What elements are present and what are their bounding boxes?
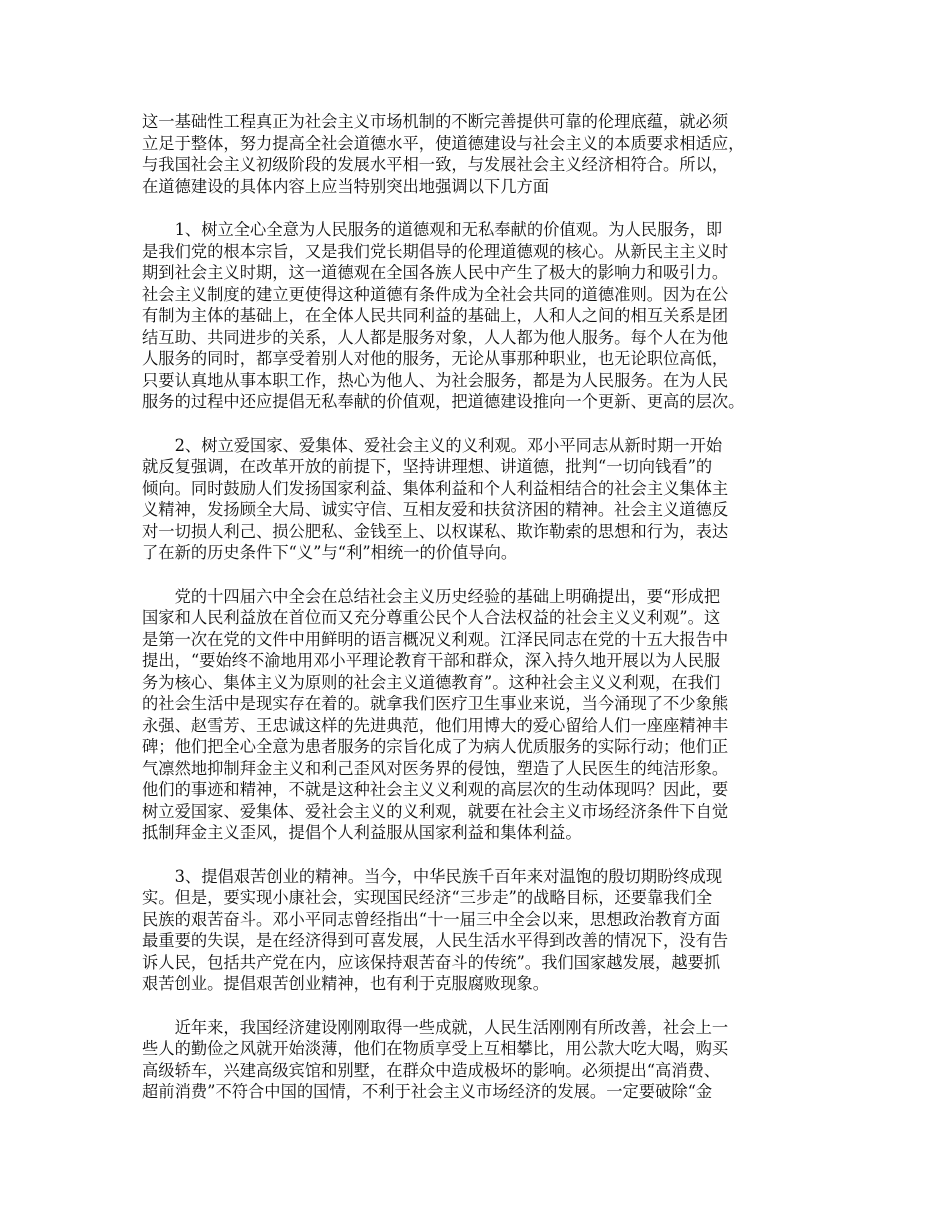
text-line: 服务的过程中还应提倡无私奉献的价值观，把道德建设推向一个更新、更高的层次。 [142, 392, 745, 411]
text-line: 有制为主体的基础上，在全体人民共同利益的基础上，人和人之间的相互关系是团 [142, 306, 729, 325]
text-line: 与我国社会主义初级阶段的发展水平相一致，与发展社会主义经济相符合。所以， [142, 155, 729, 174]
text-line: 些人的勤俭之风就开始淡薄，他们在物质享受上互相攀比，用公款大吃大喝，购买 [142, 1039, 729, 1058]
text-line: 立足于整体，努力提高全社会道德水平，使道德建设与社会主义的本质要求相适应， [142, 133, 745, 153]
text-line: 是第一次在党的文件中用鲜明的语言概况义利观。江泽民同志在党的十五大报告中 [142, 629, 729, 649]
paragraph-point-2 [142, 435, 802, 564]
paragraph-intro [142, 111, 802, 197]
text-line: 务为核心、集体主义为原则的社会主义道德教育”。这种社会主义义利观，在我们 [142, 672, 721, 692]
text-line: 最重要的失误，是在经济得到可喜发展，人民生活水平得到改善的情况下，没有告 [142, 931, 729, 950]
text-line: 倾向。同时鼓励人们发扬国家利益、集体利益和个人利益相结合的社会主义集体主 [142, 478, 729, 498]
text-line: 永强、赵雪芳、王忠诚这样的先进典范，他们用博大的爱心留给人们一座座精神丰 [142, 715, 729, 735]
text-line: 国家和人民利益放在首位而又充分尊重公民个人合法权益的社会主义义利观”。这 [142, 608, 721, 627]
text-line: 民族的艰苦奋斗。邓小平同志曾经指出“十一届三中全会以来，思想政治教育方面 [142, 909, 721, 929]
text-line: 的社会生活中是现实存在着的。就拿我们医疗卫生事业来说，当今涌现了不少象熊 [142, 694, 729, 713]
text-line: 提出，“要始终不渝地用邓小平理论教育干部和群众，深入持久地开展以为人民服 [142, 651, 721, 670]
document-body [142, 111, 802, 1125]
text-line: 实。但是，要实现小康社会，实现国民经济“三步走”的战略目标，还要靠我们全 [142, 888, 713, 907]
text-line: 这一基础性工程真正为社会主义市场机制的不断完善提供可靠的伦理底蕴，就必须 [142, 112, 729, 131]
text-line: 社会主义制度的建立更使得这种道德有条件成为全社会共同的道德准则。因为在公 [142, 284, 729, 304]
text-line: 碑；他们把全心全意为患者服务的宗旨化成了为病人优质服务的实际行动；他们正 [142, 737, 729, 756]
text-line: 人服务的同时，都享受着别人对他的服务，无论从事那种职业，也无论职位高低， [142, 349, 729, 368]
text-line: 期到社会主义时期，这一道德观在全国各族人民中产生了极大的影响力和吸引力。 [142, 263, 729, 282]
paragraph-recent-years [142, 1017, 802, 1103]
text-line: 高级轿车，兴建高级宾馆和别墅，在群众中造成极坏的影响。必须提出“高消费、 [142, 1060, 721, 1080]
text-line: 是我们党的根本宗旨，又是我们党长期倡导的伦理道德观的核心。从新民主主义时 [142, 241, 729, 261]
text-line: 了在新的历史条件下“义”与“利”相统一的价值导向。 [142, 543, 518, 562]
text-line: 对一切损人利己、损公肥私、金钱至上、以权谋私、欺诈勒索的思想和行为，表达 [142, 521, 729, 541]
text-line: 艰苦创业。提倡艰苦创业精神，也有利于克服腐败现象。 [142, 974, 550, 993]
text-line: 超前消费”不符合中国的国情，不利于社会主义市场经济的发展。一定要破除“金 [142, 1082, 713, 1101]
text-line: 树立爱国家、爱集体、爱社会主义的义利观，就要在社会主义市场经济条件下自觉 [142, 801, 729, 821]
text-line: 1、树立全心全意为人民服务的道德观和无私奉献的价值观。为人民服务，即 [142, 220, 723, 239]
text-line: 在道德建设的具体内容上应当特别突出地强调以下几方面 [142, 176, 550, 196]
paragraph-party-plenum [142, 586, 802, 844]
text-line: 党的十四届六中全会在总结社会主义历史经验的基础上明确提出，要“形成把 [142, 586, 721, 606]
text-line: 2、树立爱国家、爱集体、爱社会主义的义利观。邓小平同志从新时期一开始 [142, 435, 723, 455]
text-line: 诉人民，包括共产党在内，应该保持艰苦奋斗的传统”。我们国家越发展，越要抓 [142, 952, 721, 972]
text-line: 抵制拜金主义歪风，提倡个人利益服从国家利益和集体利益。 [142, 823, 582, 842]
text-line: 义精神，发扬顾全大局、诚实守信、互相友爱和扶贫济困的精神。社会主义道德反 [142, 500, 729, 519]
paragraph-point-3 [142, 866, 802, 995]
text-line: 就反复强调，在改革开放的前提下，坚持讲理想、讲道德，批判“一切向钱看”的 [142, 457, 713, 476]
text-line: 3、提倡艰苦创业的精神。当今，中华民族千百年来对温饱的殷切期盼终成现 [142, 866, 723, 886]
text-line: 结互助、共同进步的关系，人人都是服务对象，人人都为他人服务。每个人在为他 [142, 327, 729, 347]
text-line: 只要认真地从事本职工作，热心为他人、为社会服务，都是为人民服务。在为人民 [142, 370, 729, 390]
paragraph-point-1 [142, 219, 802, 413]
text-line: 他们的事迹和精神，不就是这种社会主义义利观的高层次的生动体现吗？因此，要 [142, 780, 729, 799]
text-line: 近年来，我国经济建设刚刚取得一些成就，人民生活刚刚有所改善，社会上一 [142, 1017, 729, 1037]
text-line: 气凛然地抑制拜金主义和利己歪风对医务界的侵蚀，塑造了人民医生的纯洁形象。 [142, 758, 729, 778]
